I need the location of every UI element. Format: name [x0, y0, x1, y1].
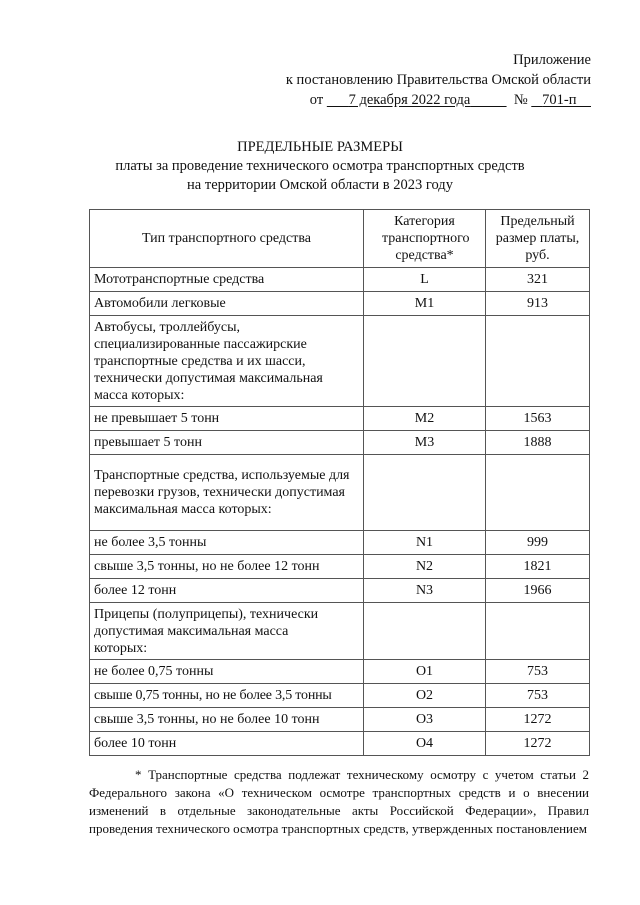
- document-title: [0, 138, 640, 195]
- cell-fee: [486, 603, 590, 660]
- appendix-label: Приложение: [513, 52, 591, 68]
- table-group-row: [90, 316, 590, 407]
- table-row: [90, 407, 590, 431]
- decree-date: 7 декабря 2022 года: [348, 92, 471, 108]
- cell-fee: 913: [486, 292, 590, 316]
- table-row: [90, 268, 590, 292]
- cell-type: свыше 3,5 тонны, но не более 10 тонн: [90, 708, 364, 732]
- cell-category: O1: [364, 660, 486, 684]
- title-main: ПРЕДЕЛЬНЫЕ РАЗМЕРЫ: [237, 139, 403, 155]
- table-header-row: [90, 210, 590, 268]
- table-group-row: [90, 455, 590, 531]
- cell-type: не более 3,5 тонны: [90, 531, 364, 555]
- cell-group-heading: Автобусы, троллейбусы, специализированные пассажирские транспортные средства и их шасси, технически допустимая максимальная масса которых:: [90, 316, 364, 407]
- cell-fee: 753: [486, 660, 590, 684]
- table-row: [90, 660, 590, 684]
- cell-category: O3: [364, 708, 486, 732]
- cell-type: более 12 тонн: [90, 579, 364, 603]
- table-row: [90, 555, 590, 579]
- cell-category: N1: [364, 531, 486, 555]
- cell-category: M2: [364, 407, 486, 431]
- decree-reference: к постановлению Правительства Омской области: [285, 72, 591, 88]
- cell-type: не превышает 5 тонн: [90, 407, 364, 431]
- cell-fee: 999: [486, 531, 590, 555]
- table-row: [90, 732, 590, 756]
- col-header-type: Тип транспортного средства: [90, 210, 364, 268]
- number-sign: №: [513, 92, 528, 108]
- cell-type: превышает 5 тонн: [90, 431, 364, 455]
- table-row: [90, 431, 590, 455]
- fee-table: [89, 209, 590, 756]
- table-group-row: [90, 603, 590, 660]
- cell-category: O4: [364, 732, 486, 756]
- table-row: [90, 531, 590, 555]
- cell-type: Мототранспортные средства: [90, 268, 364, 292]
- cell-type: не более 0,75 тонны: [90, 660, 364, 684]
- decree-number: 701-п: [542, 92, 577, 108]
- table-row: [90, 579, 590, 603]
- col-header-category: Категория транспортного средства*: [364, 210, 486, 268]
- cell-category: M1: [364, 292, 486, 316]
- decree-date-number: [286, 90, 591, 110]
- cell-type: Автомобили легковые: [90, 292, 364, 316]
- cell-type: более 10 тонн: [90, 732, 364, 756]
- cell-fee: 1272: [486, 732, 590, 756]
- cell-group-heading: Прицепы (полуприцепы), технически допустимая максимальная масса которых:: [90, 603, 364, 660]
- cell-category: O2: [364, 684, 486, 708]
- cell-fee: 753: [486, 684, 590, 708]
- cell-category: [364, 603, 486, 660]
- cell-fee: 1563: [486, 407, 590, 431]
- cell-category: L: [364, 268, 486, 292]
- cell-type: свыше 0,75 тонны, но не более 3,5 тонны: [90, 684, 364, 708]
- cell-fee: 321: [486, 268, 590, 292]
- cell-fee: 1272: [486, 708, 590, 732]
- cell-fee: 1966: [486, 579, 590, 603]
- table-row: [90, 684, 590, 708]
- cell-category: N2: [364, 555, 486, 579]
- table-row: [90, 708, 590, 732]
- cell-fee: [486, 455, 590, 531]
- title-sub-2: на территории Омской области в 2023 году: [187, 177, 453, 193]
- cell-category: M3: [364, 431, 486, 455]
- table-row: [90, 292, 590, 316]
- cell-category: N3: [364, 579, 486, 603]
- appendix-header: [286, 50, 591, 110]
- cell-category: [364, 316, 486, 407]
- cell-group-heading: Транспортные средства, используемые для перевозки грузов, технически допустимая максимальная масса которых:: [90, 455, 364, 531]
- cell-fee: 1821: [486, 555, 590, 579]
- cell-category: [364, 455, 486, 531]
- cell-fee: 1888: [486, 431, 590, 455]
- col-header-fee: Предельный размер платы, руб.: [486, 210, 590, 268]
- footnote: * Транспортные средства подлежат техническому осмотру с учетом статьи 2 Федерального закона «О техническом осмотре транспортных средств и о внесении изменений в отдельные законодательные акты Российской Федерации», Правил проведения технического осмотра транспортных средств, утвержденных постановлением: [89, 767, 589, 836]
- cell-fee: [486, 316, 590, 407]
- cell-type: свыше 3,5 тонны, но не более 12 тонн: [90, 555, 364, 579]
- from-label: от: [309, 92, 324, 108]
- title-sub-1: платы за проведение технического осмотра транспортных средств: [115, 158, 525, 174]
